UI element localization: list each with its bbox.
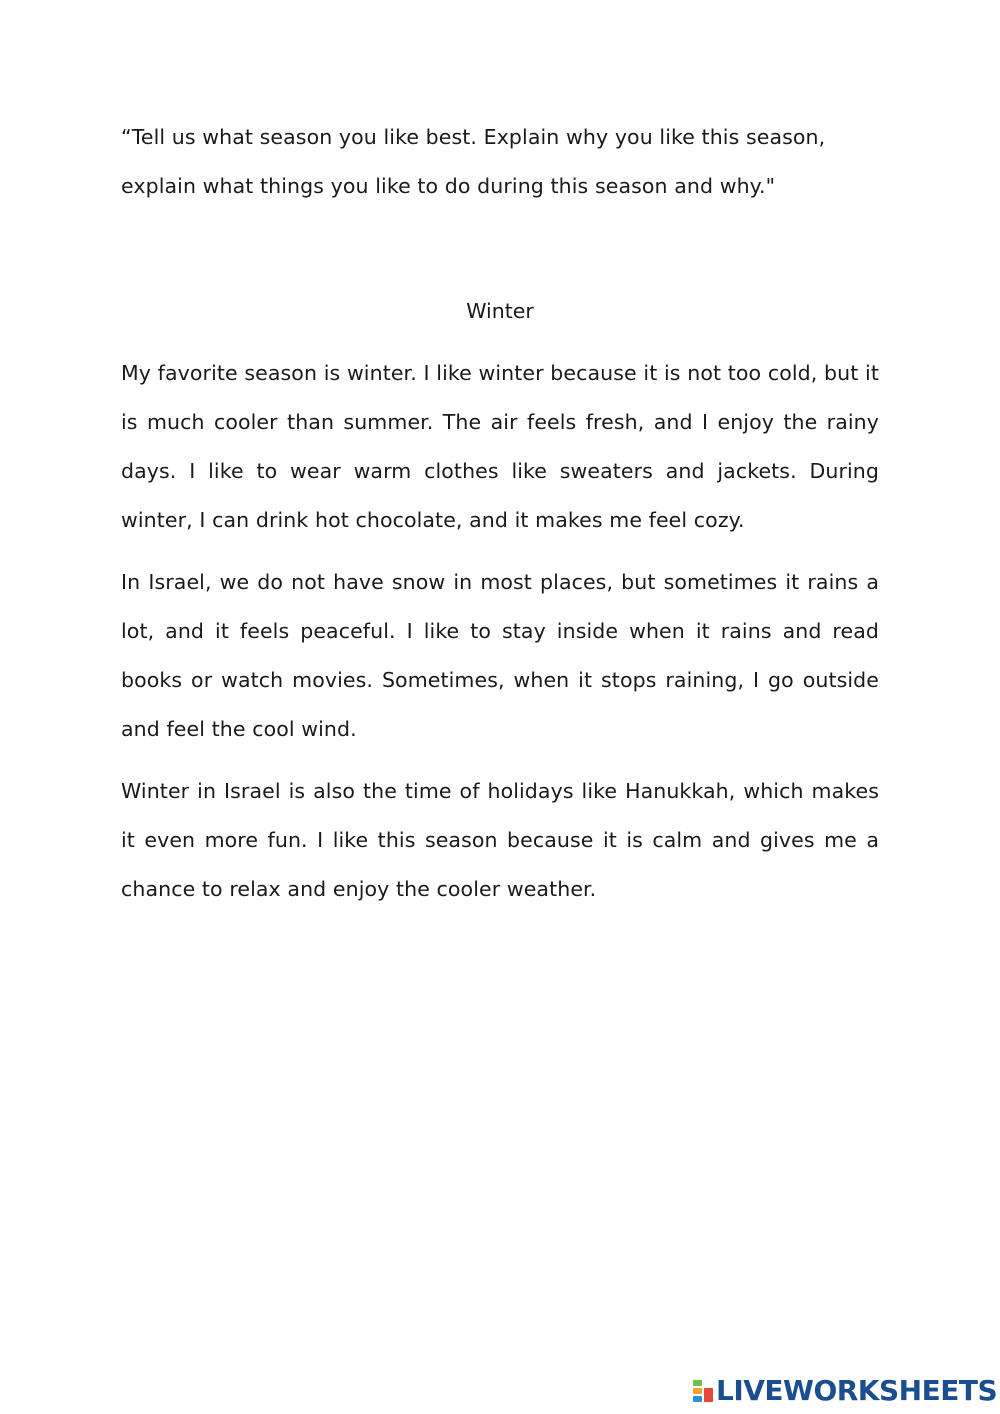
essay-paragraph-3: Winter in Israel is also the time of holidays like Hanukkah, which makes it even more fun. I like this season because it is calm and gives me a chance to relax and enjoy the cooler weather. — [121, 779, 879, 901]
liveworksheets-logo — [693, 1374, 997, 1408]
worksheet-page — [121, 113, 879, 927]
essay-paragraph-2: In Israel, we do not have snow in most places, but sometimes it rains a lot, and it feels peaceful. I like to stay inside when it rains and read books or watch movies. Sometimes, when it stops raining, I go outside and feel the cool wind. — [121, 570, 879, 741]
writing-prompt: “Tell us what season you like best. Explain why you like this season, explain what things you like to do during this season and why." — [121, 125, 826, 198]
essay-paragraph-1: My favorite season is winter. I like winter because it is not too cold, but it is much cooler than summer. The air feels fresh, and I enjoy the rainy days. I like to wear warm clothes like sweaters and jackets. During winter, I can drink hot chocolate, and it makes me feel cozy. — [121, 361, 879, 532]
essay-title: Winter — [466, 299, 534, 323]
liveworksheets-wordmark: LIVEWORKSHEETS — [716, 1374, 998, 1407]
liveworksheets-mark-icon — [693, 1378, 713, 1404]
